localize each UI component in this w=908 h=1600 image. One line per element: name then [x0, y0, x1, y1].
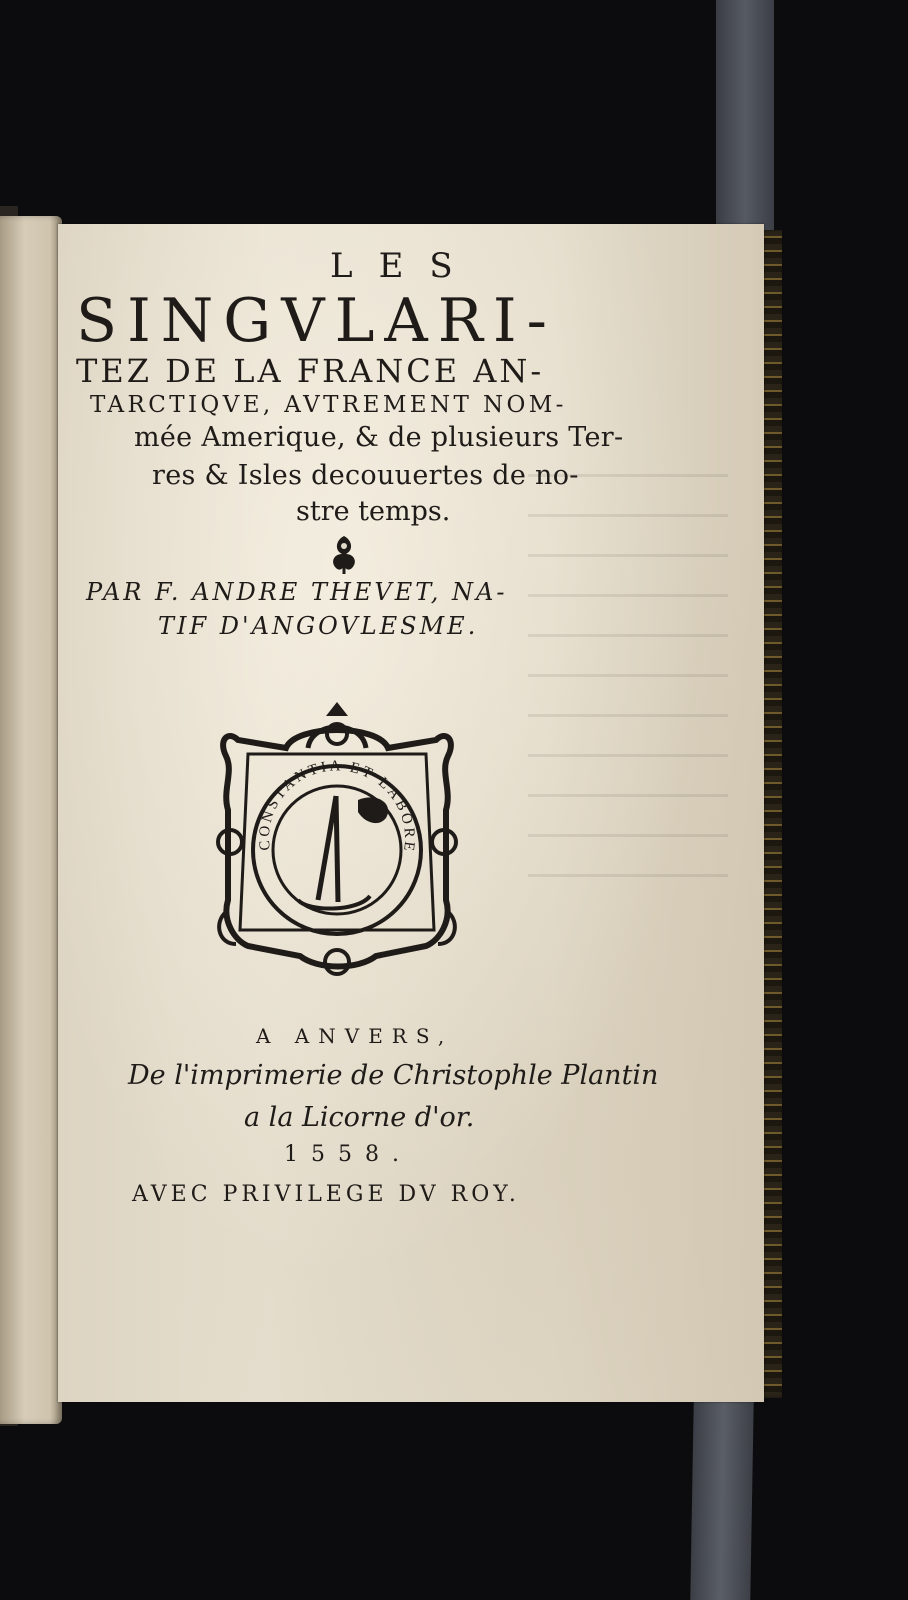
ribbon-bookmark-top: [716, 0, 774, 230]
imprint-year: 1558.: [284, 1142, 412, 1167]
author-line-1: PAR F. ANDRE THEVET, NA-: [86, 578, 508, 606]
royal-privilege: AVEC PRIVILEGE DV ROY.: [132, 1182, 520, 1207]
title-line-autrement: TARCTIQVE, AVTREMENT NOM-: [90, 392, 567, 418]
left-page-edge: [0, 216, 62, 1424]
device-motto: CONSTANTIA ET LABORE: [256, 758, 418, 855]
ribbon-bookmark-bottom: [690, 1402, 753, 1600]
title-line-amerique: mée Amerique, & de plusieurs Ter-: [134, 422, 624, 453]
title-line-france-antarctique: TEZ DE LA FRANCE AN-: [76, 352, 545, 390]
title-line-singularitez: SINGVLARI-: [76, 286, 557, 356]
author-line-2: TIF D'ANGOVLESME.: [158, 612, 479, 640]
printers-device-compass-icon: [208, 700, 466, 982]
title-page: [58, 224, 764, 1402]
title-line-les: LES: [330, 246, 479, 286]
title-line-isles: res & Isles decouuertes de no-: [152, 460, 579, 491]
imprint-printer: De l'imprimerie de Christophle Plantin: [128, 1060, 659, 1091]
imprint-sign: a la Licorne d'or.: [244, 1102, 475, 1133]
imprint-city: A ANVERS,: [256, 1024, 454, 1048]
bleed-through-text: [528, 474, 728, 894]
title-line-temps: stre temps.: [296, 496, 451, 527]
fleuron-icon: [324, 532, 364, 576]
